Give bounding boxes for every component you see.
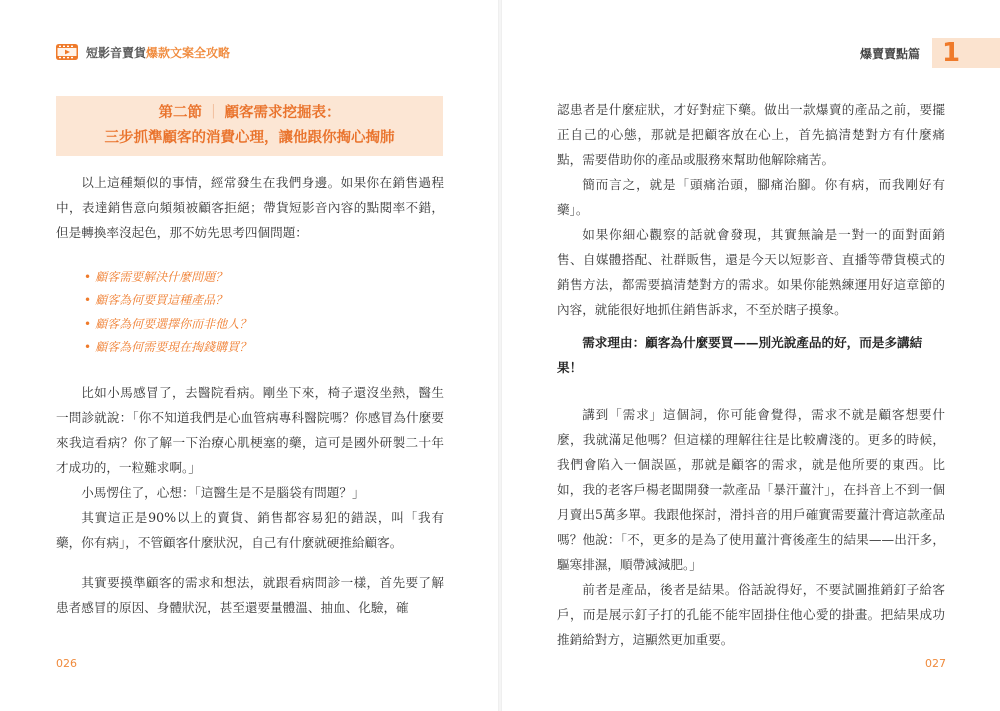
continued-paragraph: 認患者是什麼症狀，才好對症下藥。做出一款爆賣的產品之前，要擺正自己的心態，那就是把顧客放在心上，首先搞清楚對方有什麼痛點，需要借助你的產品或服務來幫助他解除痛苦。 (557, 102, 945, 167)
chapter-number-tab: 1 (932, 38, 1000, 68)
book-gutter (498, 0, 502, 711)
body-paragraph: 簡而言之，就是「頭痛治頭，腳痛治腳。你有病，而我剛好有藥」。 (557, 177, 945, 217)
left-intro-block (56, 170, 444, 245)
body-paragraph: 前者是產品，後者是結果。俗話說得好，不要試圖推銷釘子給客戶，而是展示釘子打的孔能不能牢固掛住他心愛的掛畫。把結果成功推銷給對方，這顯然更加重要。 (557, 582, 945, 647)
book-title-part2: 爆款文案全攻略 (146, 45, 231, 60)
story-paragraph: 比如小馬感冒了，去醫院看病。剛坐下來，椅子還沒坐熱，醫生一問診就說：「你不知道我們是心血管病專科醫院嗎？你感冒為什麼要來我這看病？你了解一下治療心肌梗塞的藥，這可是國外研製二十年才成功的，一粒難求啊。」 (56, 385, 444, 475)
left-story-block (56, 380, 444, 555)
section-label: 第二節 (158, 105, 202, 121)
intro-paragraph: 以上這種類似的事情，經常發生在我們身邊。如果你在銷售過程中，表達銷售意向頻頻被顧客拒絕；帶貨短影音內容的點閱率不錯，但是轉換率沒起色，那不妨先思考四個問題： (56, 175, 444, 240)
story-paragraph: 小馬愣住了，心想：「這醫生是不是腦袋有問題？」 (81, 485, 365, 500)
running-header-left (56, 41, 230, 63)
story-paragraph: 其實這正是90%以上的賣貨、銷售都容易犯的錯誤，叫「我有藥，你有病」，不管顧客什麼狀況，自己有什麼就硬推給顧客。 (56, 510, 444, 550)
section-title-box (56, 96, 443, 156)
page-number-right: 027 (925, 657, 946, 670)
running-header-right (860, 38, 1000, 68)
right-top-block (557, 97, 945, 322)
body-paragraph: 講到「需求」這個詞，你可能會覺得，需求不就是顧客想要什麼，我就滿足他嗎？但這樣的理解往往是比較膚淺的。更多的時候，我們會陷入一個誤區，那就是顧客的需求，就是他所要的東西。比如，我的老客戶楊老闆開發一款產品「暴汗薑汁」，在抖音上不到一個月賣出5萬多單。我跟他探討，滑抖音的用戶確實需要薑汁膏這款產品嗎？他說：「不，更多的是為了使用薑汁膏後產生的結果——出汗多，驅寒排濕，順帶減減肥。」 (557, 407, 945, 572)
question-item: • 顧客為何要買這種產品？ (84, 293, 228, 308)
section-title-first: 顧客需求挖掘表： (224, 105, 341, 121)
closing-paragraph: 其實要摸準顧客的需求和想法，就跟看病問診一樣，首先要了解患者感冒的原因、身體狀況，甚至還要量體溫、抽血、化驗，確 (56, 575, 444, 615)
section-separator: ｜ (206, 105, 221, 121)
right-body-block (557, 402, 945, 652)
section-title-line1 (56, 101, 443, 126)
question-item: • 顧客需要解決什麼問題？ (84, 270, 228, 284)
bullet-dot: • (84, 270, 92, 284)
section-title-line2: 三步抓準顧客的消費心理，讓他跟你掏心掏肺 (104, 130, 395, 146)
left-closing-block (56, 570, 444, 620)
question-item: • 顧客為何需要現在掏錢購買？ (84, 339, 252, 354)
right-subhead-block (557, 330, 945, 380)
bullet-dot: • (84, 339, 92, 354)
bullet-dot: • (84, 316, 92, 331)
chapter-label: 爆賣賣點篇 (859, 46, 920, 61)
body-paragraph: 如果你細心觀察的話就會發現，其實無論是一對一的面對面銷售、自媒體搭配、社群販售，還是今天以短影音、直播等帶貨模式的銷售方法，都需要搞清楚對方的需求。如果你能熟練運用好這章節的內容，就能很好地抓住銷售訴求，不至於瞎子摸象。 (557, 227, 945, 317)
film-strip-icon (56, 44, 78, 60)
book-title-part1: 短影音賣貨 (86, 45, 147, 60)
subheading: 需求理由：顧客為什麼要買——別光說產品的好，而是多講結果！ (557, 335, 923, 375)
question-list (84, 266, 251, 359)
page-number-left: 026 (56, 657, 77, 670)
bullet-dot: • (84, 293, 92, 308)
question-item: • 顧客為何要選擇你而非他人？ (84, 316, 252, 331)
